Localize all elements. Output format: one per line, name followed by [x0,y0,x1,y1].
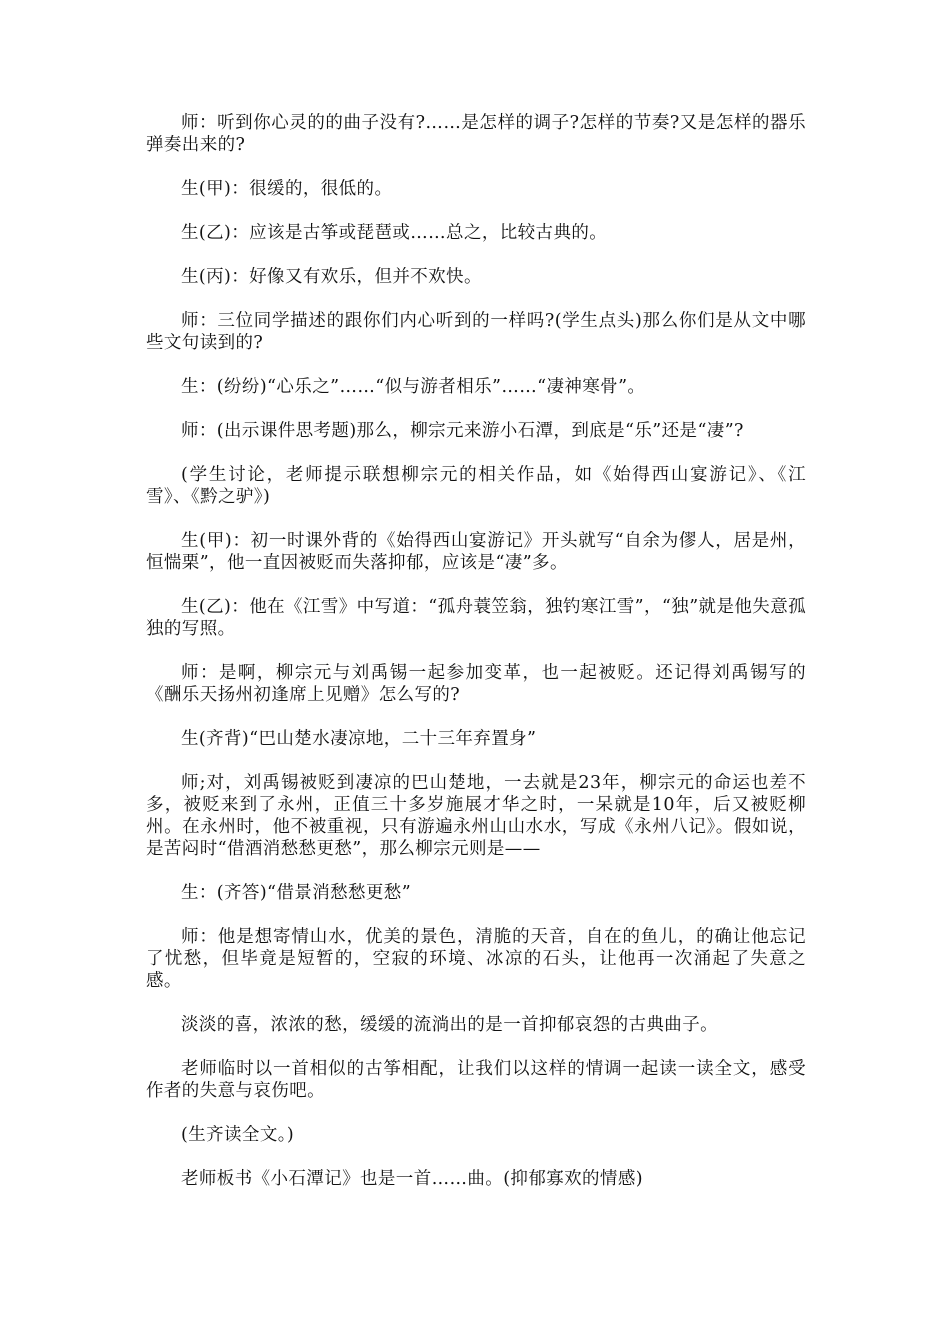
paragraph-student-b-jiangxue: 生(乙)：他在《江雪》中写道：“孤舟蓑笠翁，独钓寒江雪”，“独”就是他失意孤独的写照。 [146,597,806,639]
paragraph-student-a-answer: 生(甲)：很缓的，很低的。 [181,179,393,199]
document-page [146,112,806,1212]
paragraph-teacher-liu-yuxi: 师：是啊，柳宗元与刘禹锡一起参加变革，也一起被贬。还记得刘禹锡写的《酬乐天扬州初逢席上见赠》怎么写的? [146,663,806,705]
paragraph-teacher-question: 师：听到你心灵的的曲子没有?……是怎样的调子?怎样的节奏?又是怎样的器乐弹奏出来的? [146,113,806,155]
paragraph-student-c-answer: 生(丙)：好像又有欢乐，但并不欢快。 [181,267,482,287]
paragraph-students-recite: 生(齐背)“巴山楚水凄凉地，二十三年弃置身” [181,729,537,749]
paragraph-student-b-answer: 生(乙)：应该是古筝或琵琶或……总之，比较古典的。 [181,223,608,243]
paragraph-teacher-yongzhou: 师;对，刘禹锡被贬到凄凉的巴山楚地，一去就是23年，柳宗元的命运也差不多，被贬来到了永州，正值三十多岁施展才华之时，一呆就是10年，后又被贬柳州。在永州时，他不被重视，只有游遍永州山山水水，写成《永州八记》。假如说，是苦闷时“借酒消愁愁更愁”，那么柳宗元则是—— [146,773,806,859]
paragraph-mood-line: 淡淡的喜，浓浓的愁，缓缓的流淌出的是一首抑郁哀怨的古典曲子。 [181,1015,718,1035]
paragraph-guzheng-reading: 老师临时以一首相似的古筝相配，让我们以这样的情调一起读一读全文，感受作者的失意与哀伤吧。 [146,1059,806,1101]
paragraph-blackboard: 老师板书《小石潭记》也是一首……曲。(抑郁寡欢的情感) [181,1169,643,1189]
paragraph-teacher-summary: 师：他是想寄情山水，优美的景色，清脆的天音，自在的鱼儿，的确让他忘记了忧愁，但毕竟是短暂的，空寂的环境、冰凉的石头，让他再一次涌起了失意之感。 [146,927,806,991]
paragraph-read-aloud: (生齐读全文。) [181,1125,295,1145]
paragraph-discussion-note: (学生讨论，老师提示联想柳宗元的相关作品，如《始得西山宴游记》、《江雪》、《黔之驴》) [146,465,806,507]
paragraph-student-a-xishan: 生(甲)：初一时课外背的《始得西山宴游记》开头就写“自余为僇人，居是州，恒惴栗”，他一直因被贬而失落抑郁，应该是“凄”多。 [146,531,806,573]
paragraph-students-reply: 生：(齐答)“借景消愁愁更愁” [181,883,412,903]
paragraph-students-quotes: 生：(纷纷)“心乐之”……“似与游者相乐”……“凄神寒骨”。 [181,377,646,397]
paragraph-teacher-followup: 师：三位同学描述的跟你们内心听到的一样吗?(学生点头)那么你们是从文中哪些文句读到的? [146,311,806,353]
paragraph-teacher-courseware: 师：(出示课件思考题)那么，柳宗元来游小石潭，到底是“乐”还是“凄”? [181,421,744,441]
